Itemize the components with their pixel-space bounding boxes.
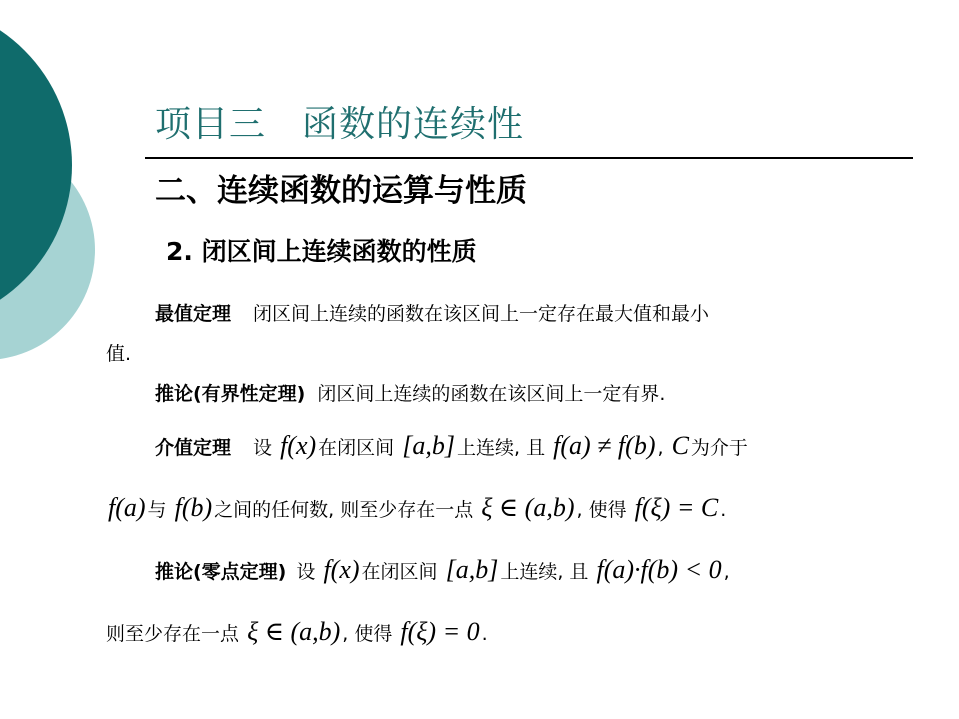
- zero-point-line2: [106, 617, 488, 646]
- zero-point-line1: [155, 555, 730, 584]
- extremum-theorem-text: 闭区间上连续的函数在该区间上一定存在最大值和最小: [253, 303, 710, 325]
- decorative-circles: [0, 0, 110, 380]
- extremum-theorem-line1: [155, 302, 709, 326]
- zero-point-formula-fx: f(x): [323, 555, 360, 584]
- ivt-formula-fx: f(x): [280, 431, 317, 460]
- ivt-comma: ,: [657, 437, 664, 459]
- ivt-formula-C: C: [671, 431, 689, 460]
- boundedness-label: 推论(有界性定理): [155, 383, 306, 405]
- ivt-formula-fa: f(a): [108, 493, 146, 522]
- ivt-word-any-number: 之间的任何数, 则至少存在一点: [214, 499, 474, 521]
- zero-point-formula-result: f(ξ) = 0: [400, 617, 480, 646]
- title-part-2: 函数的连续性: [302, 104, 525, 145]
- zero-point-word-let: 设: [296, 561, 316, 583]
- zero-point-period: .: [481, 623, 488, 645]
- title-part-1: 项目三: [155, 104, 267, 145]
- boundedness-corollary: [155, 382, 665, 406]
- subheading: 2. 闭区间上连续函数的性质: [166, 237, 477, 266]
- zero-point-formula-interval: [a,b]: [445, 555, 499, 584]
- ivt-word-between: 为介于: [690, 437, 748, 459]
- ivt-line2: [106, 493, 727, 522]
- extremum-theorem-line2: 值.: [106, 343, 132, 365]
- zero-point-word-such-that: , 使得: [342, 623, 393, 645]
- section-heading: 二、连续函数的运算与性质: [155, 173, 527, 209]
- zero-point-word-continuous: 上连续, 且: [500, 561, 589, 583]
- zero-point-label: 推论(零点定理): [155, 561, 287, 583]
- zero-point-comma: ,: [723, 561, 730, 583]
- ivt-formula-interval: [a,b]: [402, 431, 455, 460]
- boundedness-text: 闭区间上连续的函数在该区间上一定有界.: [317, 383, 666, 405]
- ivt-word-continuous: 上连续, 且: [456, 437, 546, 459]
- ivt-label: 介值定理: [155, 437, 232, 459]
- title-divider: [145, 157, 913, 159]
- ivt-period: .: [720, 499, 727, 521]
- ivt-word-on-interval: 在闭区间: [318, 437, 395, 459]
- zero-point-formula-condition: f(a)·f(b) < 0: [596, 555, 722, 584]
- zero-point-formula-xi-in: ξ ∈ (a,b): [247, 617, 341, 646]
- zero-point-word-exists: 则至少存在一点: [106, 623, 240, 645]
- extremum-theorem-label: 最值定理: [155, 303, 232, 325]
- ivt-line1: [155, 431, 748, 460]
- ivt-formula-xi-in: ξ ∈ (a,b): [481, 493, 575, 522]
- ivt-word-let: 设: [253, 437, 273, 459]
- ivt-word-and: 与: [147, 499, 167, 521]
- ivt-formula-fb: f(b): [174, 493, 213, 522]
- ivt-formula-result: f(ξ) = C: [634, 493, 719, 522]
- zero-point-word-on-interval: 在闭区间: [361, 561, 438, 583]
- slide-title: [155, 96, 524, 147]
- ivt-formula-fa-ne-fb: f(a) ≠ f(b): [553, 431, 656, 460]
- ivt-word-such-that: , 使得: [576, 499, 627, 521]
